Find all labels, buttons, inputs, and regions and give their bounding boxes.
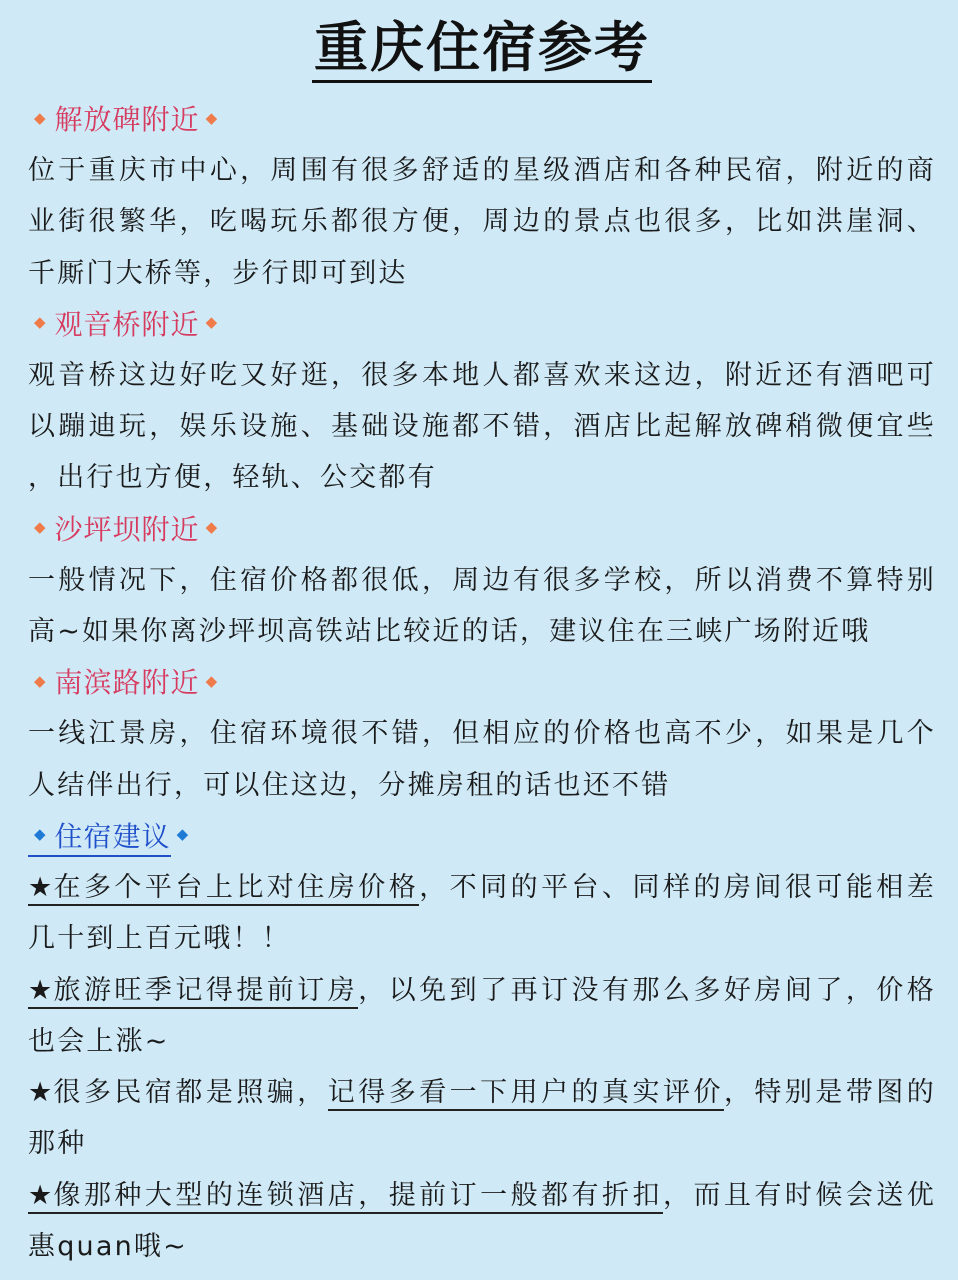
tip-highlight-text: 旅游旺季记得提前订房 — [53, 974, 359, 1006]
paragraph-line: 业街很繁华，吃喝玩乐都很方便，周边的景点也很多，比如洪崖洞、 — [28, 206, 936, 238]
diamond-icon: ◆ — [34, 108, 47, 127]
tip-item — [28, 1067, 936, 1170]
diamond-icon: ◆ — [34, 518, 47, 537]
section-heading-label: 住宿建议 — [54, 819, 171, 853]
diamond-icon: ◆ — [34, 671, 47, 690]
diamond-icon: ◆ — [205, 108, 219, 127]
tip-highlight-text: 在多个平台上比对住房价格 — [53, 871, 420, 903]
tip-highlight — [28, 975, 358, 1009]
paragraph-line: 一般情况下，住宿价格都很低，周边有很多学校，所以消费不算特别 — [28, 564, 936, 596]
tip-text: ，特别是带图的 — [723, 1077, 936, 1109]
tip-text: ，以免到了再订没有那么多好房间了，价格 — [358, 974, 936, 1006]
section-heading-label: 解放碑附近 — [54, 103, 200, 136]
tip-line — [28, 965, 936, 1016]
section-heading-guanyinqiao — [28, 299, 936, 350]
page-title: 重庆住宿参考 — [312, 18, 652, 83]
star-icon: ★ — [28, 974, 54, 1006]
diamond-icon: ◆ — [176, 825, 190, 844]
tip-item — [28, 1170, 936, 1273]
section-heading-jiefangbei — [28, 94, 936, 145]
diamond-icon: ◆ — [34, 825, 47, 844]
section-heading-label: 沙坪坝附近 — [54, 512, 200, 546]
tip-highlight-text: 像那种大型的连锁酒店，提前订一般都有折扣 — [53, 1179, 663, 1211]
section-paragraph — [28, 555, 936, 658]
section-heading-shapingba — [28, 504, 936, 555]
tips-heading-underline — [28, 820, 171, 857]
paragraph-line: 千厮门大桥等，步行即可到达 — [28, 257, 408, 289]
paragraph-line: 一线江景房，住宿环境很不错，但相应的价格也高不少，如果是几个 — [28, 718, 936, 750]
star-icon: ★ — [28, 1077, 54, 1109]
section-heading-nanbinlu — [28, 657, 936, 708]
paragraph-line: 高~如果你离沙坪坝高铁站比较近的话，建议住在三峡广场附近哦 — [28, 616, 871, 648]
section-paragraph — [28, 708, 936, 811]
section-heading-label: 南滨路附近 — [54, 666, 200, 700]
tip-highlight — [28, 1180, 663, 1214]
diamond-icon: ◆ — [205, 313, 219, 332]
tip-text: ，而且有时候会送优 — [662, 1179, 936, 1211]
paragraph-line: 观音桥这边好吃又好逛，很多本地人都喜欢来这边，附近还有酒吧可 — [28, 359, 936, 391]
section-heading-tips — [28, 811, 936, 862]
tip-line: 几十到上百元哦！！ — [28, 923, 291, 955]
tip-item — [28, 862, 936, 965]
paragraph-line: 位于重庆市中心，周围有很多舒适的星级酒店和各种民宿，附近的商 — [28, 155, 936, 186]
tip-line: 那种 — [28, 1128, 87, 1160]
section-paragraph — [28, 350, 936, 504]
star-icon: ★ — [28, 1179, 54, 1211]
tip-line — [28, 862, 936, 913]
diamond-icon: ◆ — [205, 671, 219, 690]
tip-text: 很多民宿都是照骗， — [53, 1077, 328, 1109]
section-heading-label: 观音桥附近 — [54, 307, 200, 341]
tip-text: ，不同的平台、同样的房间很可能相差 — [419, 871, 936, 903]
paragraph-line: ，出行也方便，轻轨、公交都有 — [28, 462, 437, 494]
tip-line: 惠quan哦~ — [28, 1231, 188, 1263]
title-wrap — [28, 0, 936, 88]
tip-line — [28, 1170, 936, 1221]
tip-highlight — [28, 872, 419, 906]
diamond-icon: ◆ — [205, 518, 219, 537]
tip-item — [28, 965, 936, 1068]
star-icon: ★ — [28, 871, 54, 903]
tip-line: 也会上涨~ — [28, 1025, 170, 1057]
paragraph-line: 以蹦迪玩，娱乐设施、基础设施都不错，酒店比起解放碑稍微便宜些 — [28, 411, 936, 443]
diamond-icon: ◆ — [34, 313, 47, 332]
paragraph-line: 人结伴出行，可以住这边，分摊房租的话也还不错 — [28, 769, 671, 801]
section-paragraph — [28, 145, 936, 299]
tip-line — [28, 1067, 936, 1118]
tip-highlight: 记得多看一下用户的真实评价 — [328, 1077, 724, 1111]
